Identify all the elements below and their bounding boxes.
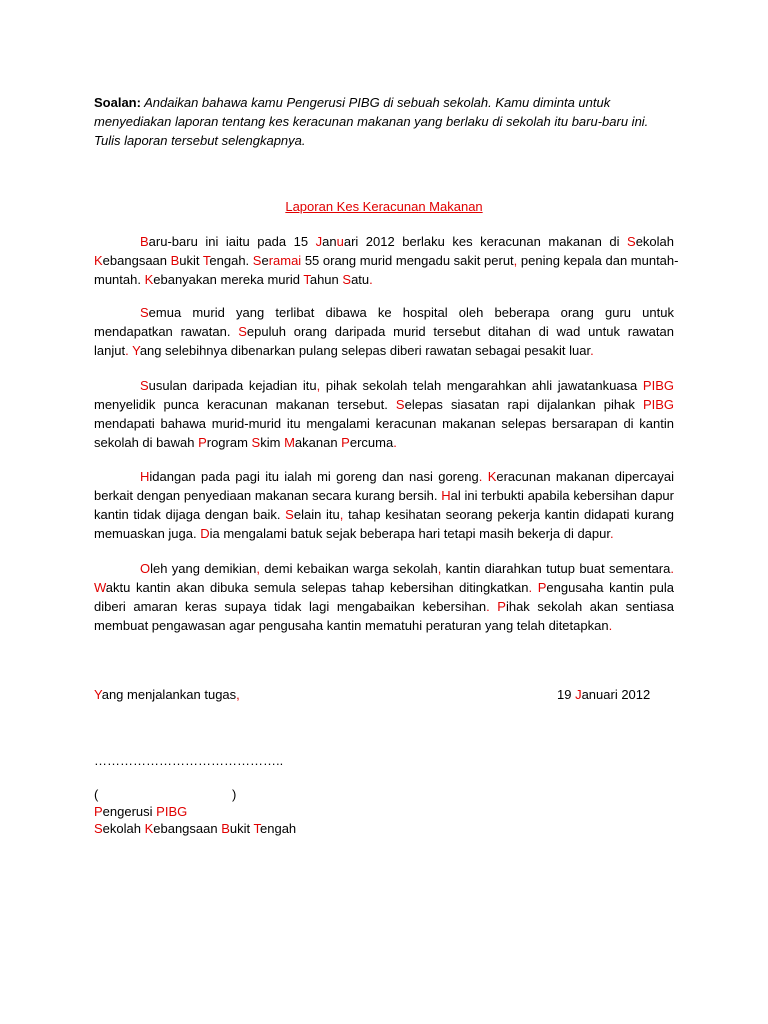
text-run: ekolah	[102, 821, 145, 836]
text-run: Y	[132, 343, 140, 358]
text-run: P	[497, 599, 506, 614]
text-run: PIBG	[642, 397, 675, 412]
text-run: membuat pengawasan agar pengusaha kantin mematuhi peraturan yang telah ditetapkan	[94, 618, 609, 633]
report-date	[557, 686, 650, 704]
text-run: demi kebaikan warga sekolah	[259, 561, 438, 576]
text-run: mendapatkan rawatan.	[94, 324, 239, 339]
text-run: ahun	[309, 272, 343, 287]
text-run: e	[261, 253, 269, 268]
question-text-1: Andaikan bahawa kamu Pengerusi PIBG di sebuah sekolah. Kamu diminta untuk	[140, 95, 611, 110]
text-run: P	[94, 804, 103, 819]
paragraph-4-line-2	[94, 487, 674, 505]
text-run: T	[303, 272, 310, 287]
text-run: ari 2012 berlaku kes keracunan makanan di	[343, 234, 628, 249]
text-run: ebangsaan	[153, 821, 222, 836]
text-run: u	[336, 234, 344, 249]
text-run: .	[608, 618, 613, 633]
text-run: ,	[437, 561, 442, 576]
name-paren-close: )	[232, 787, 237, 802]
text-run: elepas siasatan rapi dijalankan pihak	[404, 397, 643, 412]
text-run: S	[395, 397, 405, 412]
text-run: PIBG	[156, 804, 188, 819]
text-run: tahap kesihatan seorang pekerja kantin didapati kurang	[343, 507, 675, 522]
text-run: kim	[260, 435, 285, 450]
question-line-1	[94, 94, 610, 112]
text-run: ekolah	[635, 234, 674, 249]
text-run: engah.	[209, 253, 253, 268]
text-run: ,	[316, 378, 321, 393]
signature-line: ……………………………………..	[94, 753, 284, 768]
paragraph-1-line-1	[94, 233, 674, 251]
paragraph-5-line-3	[94, 598, 674, 616]
text-run: ukit	[229, 821, 254, 836]
paragraph-1-line-2	[94, 252, 679, 270]
text-run: PIBG	[642, 378, 674, 393]
text-run: S	[251, 435, 261, 450]
text-run: ebanyakan mereka murid	[153, 272, 304, 287]
text-run: T	[253, 821, 260, 836]
text-run: berkait dengan penyediaan makanan secara kurang bersih.	[94, 488, 442, 503]
text-run: aktu kantin akan dibuka semula selepas tahap kebersihan ditingkatkan	[105, 580, 529, 595]
text-run: an	[322, 234, 337, 249]
text-run: diberi amaran keras supaya tidak lagi mengabaikan kebersihan	[94, 599, 487, 614]
text-run: H	[441, 488, 451, 503]
paragraph-5-line-4	[94, 617, 674, 635]
text-run: ang selebihnya dibenarkan pulang selepas diberi rawatan sebagai pesakit luar	[139, 343, 591, 358]
text-run: ia mengalami batuk sejak beberapa hari tetapi masih bekerja di dapur	[209, 526, 610, 541]
text-run: leh yang demikian	[150, 561, 257, 576]
text-run: S	[342, 272, 352, 287]
text-run: mendapati bahawa murid-murid itu mengalami keracunan makanan selepas bersarapan di kantin	[94, 416, 674, 431]
text-run: B	[170, 253, 180, 268]
text-run: J	[315, 234, 323, 249]
report-title: Laporan Kes Keracunan Makanan	[285, 199, 483, 214]
text-run: .	[369, 272, 373, 287]
text-run: .	[609, 526, 614, 541]
paragraph-4-line-4	[94, 525, 674, 543]
text-run: ,	[513, 253, 518, 268]
text-run: ebangsaan	[102, 253, 171, 268]
question-label: Soalan:	[94, 95, 141, 110]
signatory-school	[94, 820, 296, 838]
text-run: .	[486, 599, 490, 614]
text-run: ramai	[268, 253, 302, 268]
text-run: ihak sekolah akan sentiasa	[505, 599, 674, 614]
name-paren-open: (	[94, 787, 99, 802]
question-line-3: Tulis laporan tersebut selengkapnya.	[94, 133, 306, 148]
text-run: S	[252, 253, 262, 268]
text-run: S	[238, 324, 247, 339]
text-run: eracunan makanan dipercayai	[496, 469, 674, 484]
signatory-role	[94, 803, 187, 821]
text-run: ,	[256, 561, 260, 576]
text-run: aru-baru ini iaitu pada 15	[148, 234, 316, 249]
text-run: M	[284, 435, 295, 450]
paragraph-4-line-3	[94, 506, 674, 524]
text-run: engah	[260, 821, 297, 836]
text-run: D	[200, 526, 210, 541]
paragraph-3-line-2	[94, 396, 674, 414]
text-run: ercuma	[349, 435, 394, 450]
text-run: S	[140, 378, 149, 393]
text-run: .	[125, 343, 129, 358]
paragraph-2-line-3	[94, 342, 674, 360]
text-run: sekolah di bawah	[94, 435, 199, 450]
text-run: B	[140, 234, 149, 249]
text-run: .	[590, 343, 594, 358]
text-run: .	[393, 435, 397, 450]
paragraph-5-line-1	[94, 560, 674, 578]
text-run: akanan	[294, 435, 342, 450]
text-run: rogram	[206, 435, 252, 450]
text-run: ,	[339, 507, 344, 522]
text-run: anuari 2012	[581, 687, 651, 702]
text-run: menyelidik punca keracunan makanan tersebut.	[94, 397, 396, 412]
text-run: atu	[351, 272, 370, 287]
text-run: .	[528, 580, 533, 595]
closing-statement	[94, 686, 240, 704]
text-run: 55 orang murid mengadu sakit perut	[301, 253, 514, 268]
text-run: kantin diarahkan tutup buat sementara	[441, 561, 671, 576]
text-run: K	[487, 469, 497, 484]
text-run: S	[140, 305, 149, 320]
text-run: elain itu	[293, 507, 340, 522]
text-run: 19	[557, 687, 576, 702]
text-run: B	[221, 821, 230, 836]
text-run: pening kepala dan muntah-	[517, 253, 679, 268]
text-run: idangan pada pagi itu ialah mi goreng dan nasi goreng	[149, 469, 479, 484]
text-run: S	[627, 234, 636, 249]
text-run: P	[198, 435, 207, 450]
text-run: J	[575, 687, 582, 702]
text-run: kantin tidak dijaga dengan baik.	[94, 507, 286, 522]
text-run: ukit	[179, 253, 203, 268]
text-run: W	[94, 580, 106, 595]
text-run: memuaskan juga.	[94, 526, 201, 541]
paragraph-2-line-1	[94, 304, 674, 322]
text-run: .	[478, 469, 483, 484]
text-run: pihak sekolah telah mengarahkan ahli jawatankuasa	[320, 378, 643, 393]
question-line-2: menyediakan laporan tentang kes keracunan makanan yang berlaku di sekolah itu baru-baru ini.	[94, 114, 649, 129]
text-run: K	[144, 272, 154, 287]
text-run: H	[140, 469, 150, 484]
text-run: lanjut	[94, 343, 126, 358]
text-run: K	[144, 821, 154, 836]
text-run: S	[94, 821, 103, 836]
text-run: ,	[236, 687, 240, 702]
text-run: S	[285, 507, 294, 522]
text-run: O	[140, 561, 151, 576]
text-run: engerusi	[102, 804, 157, 819]
paragraph-2-line-2	[94, 323, 674, 341]
paragraph-1-line-3	[94, 271, 674, 289]
text-run: P	[537, 580, 547, 595]
text-run: emua murid yang terlibat dibawa ke hospital oleh beberapa orang guru untuk	[148, 305, 674, 320]
paragraph-3-line-4	[94, 434, 674, 452]
text-run: engusaha kantin pula	[546, 580, 674, 595]
text-run: ang menjalankan tugas	[101, 687, 237, 702]
paragraph-3-line-3	[94, 415, 674, 433]
text-run: usulan daripada kejadian itu	[148, 378, 317, 393]
paragraph-4-line-1	[94, 468, 674, 486]
text-run: muntah.	[94, 272, 145, 287]
text-run: epuluh orang daripada murid tersebut ditahan di wad untuk rawatan	[246, 324, 674, 339]
text-run: al ini terbukti apabila kebersihan dapur	[450, 488, 674, 503]
paragraph-5-line-2	[94, 579, 674, 597]
text-run: K	[94, 253, 103, 268]
text-run: P	[341, 435, 350, 450]
text-run: Y	[94, 687, 102, 702]
text-run: .	[670, 561, 674, 576]
text-run: T	[202, 253, 210, 268]
paragraph-3-line-1	[94, 377, 674, 395]
